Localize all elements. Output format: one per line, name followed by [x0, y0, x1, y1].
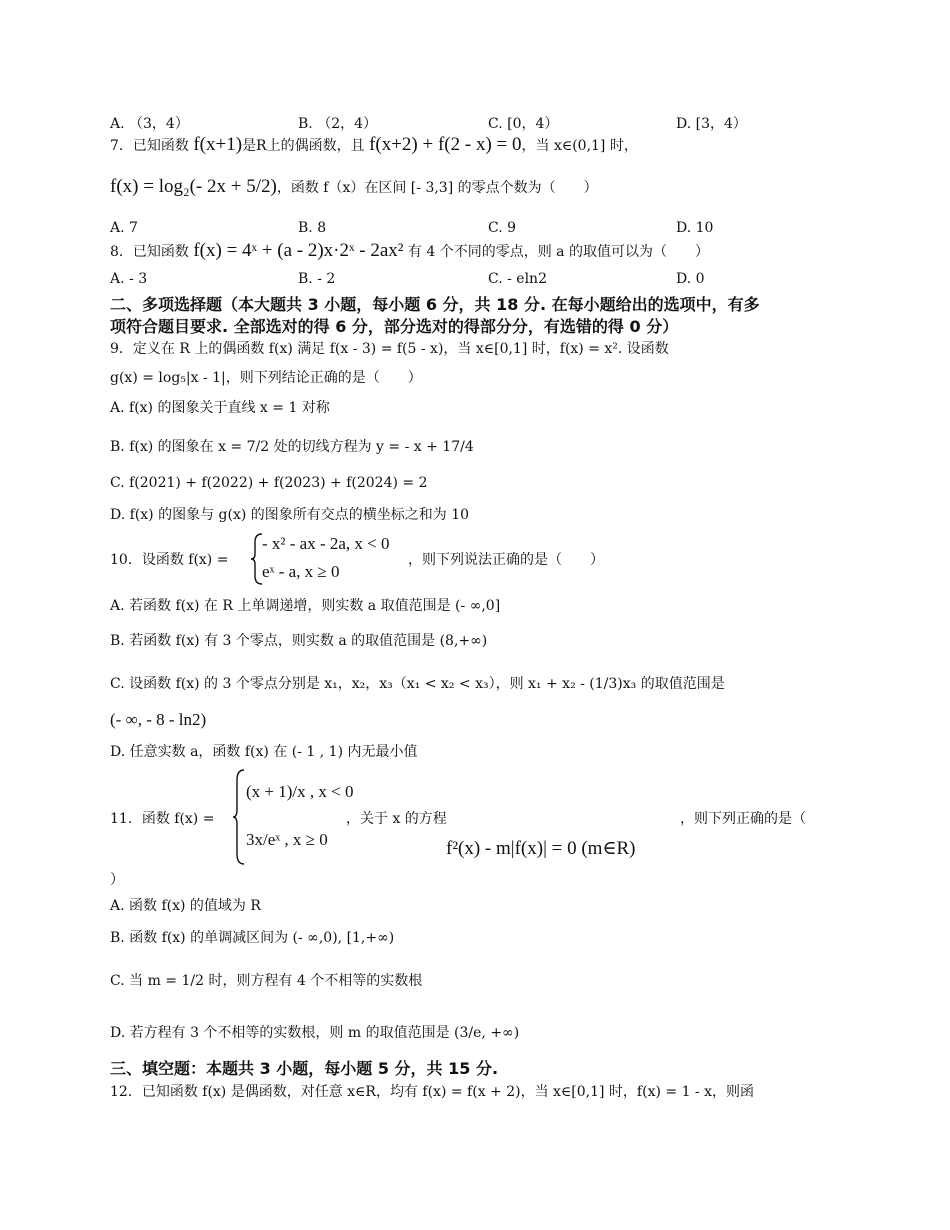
q9-stem-line2: g(x) = log₅|x - 1|，则下列结论正确的是（ ） — [110, 370, 422, 386]
q11-stem-close: ） — [110, 872, 124, 888]
section3-heading: 三、填空题：本题共 3 小题，每小题 5 分，共 15 分. — [110, 1059, 499, 1078]
q7-option-d: D. 10 — [676, 220, 714, 236]
q8-option-c: C. - eln2 — [488, 271, 547, 287]
q9-option-b: B. f(x) 的图象在 x = 7/2 处的切线方程为 y = - x + 17/4 — [110, 439, 474, 455]
q7-option-a: A. 7 — [110, 220, 138, 236]
q11-stem-post: ，则下列正确的是（ — [680, 811, 806, 827]
q8-equation: f(x) = 4ˣ + (a - 2)x·2ˣ - 2ax² — [193, 240, 404, 261]
q11-equation: f²(x) - m|f(x)| = 0 (m∈R) — [446, 838, 636, 859]
q9-stem-line1: 9．定义在 R 上的偶函数 f(x) 满足 f(x - 3) = f(5 - x)，当 x∈[0,1] 时，f(x) = x². 设函数 — [110, 341, 669, 357]
q7-equation: f(x+2) + f(2 - x) = 0 — [369, 134, 522, 155]
q6-option-d: D. [3，4） — [676, 116, 747, 132]
q11-option-c: C. 当 m = 1/2 时，则方程有 4 个不相等的实数根 — [110, 973, 423, 989]
q7-stem-mid: 是R上的偶函数，且 — [242, 138, 370, 154]
q7-stem-pre: 7．已知函数 — [110, 138, 194, 154]
q9-option-a: A. f(x) 的图象关于直线 x = 1 对称 — [110, 400, 330, 416]
section2-heading-line1: 二、多项选择题（本大题共 3 小题，每小题 6 分，共 18 分. 在每小题给出的选项中，有多 — [110, 295, 760, 314]
q10-option-d: D. 任意实数 a，函数 f(x) 在 (- 1 , 1) 内无最小值 — [110, 744, 418, 760]
q9-option-d: D. f(x) 的图象与 g(x) 的图象所有交点的横坐标之和为 10 — [110, 507, 470, 523]
q11-option-d: D. 若方程有 3 个不相等的实数根，则 m 的取值范围是 (3/e, +∞) — [110, 1025, 520, 1041]
q10-option-a: A. 若函数 f(x) 在 R 上单调递增，则实数 a 取值范围是 (- ∞,0] — [110, 598, 501, 614]
q10-stem-post: ，则下列说法正确的是（ ） — [408, 552, 604, 568]
q7-func-shift: f(x+1) — [193, 134, 243, 155]
q12-stem: 12．已知函数 f(x) 是偶函数，对任意 x∈R，均有 f(x) = f(x + 2)，当 x∈[0,1] 时，f(x) = 1 - x，则函 — [110, 1084, 754, 1100]
q6-option-b: B. （2，4） — [298, 116, 378, 132]
q7-option-c: C. 9 — [488, 220, 517, 236]
q8-stem-pre: 8．已知函数 — [110, 244, 194, 260]
q7-option-b: B. 8 — [298, 220, 327, 236]
q10-option-c-range: (- ∞, - 8 - ln2) — [110, 710, 207, 729]
q10-stem-pre: 10．设函数 f(x) = — [110, 552, 229, 568]
q8-stem — [110, 240, 709, 263]
q11-case1: (x + 1)/x , x < 0 — [246, 782, 354, 801]
q9-option-c: C. f(2021) + f(2022) + f(2023) + f(2024) = 2 — [110, 475, 428, 491]
q8-stem-post: 有 4 个不同的零点，则 a 的取值可以为（ ） — [403, 244, 709, 260]
q10-option-b: B. 若函数 f(x) 有 3 个零点，则实数 a 的取值范围是 (8,+∞) — [110, 633, 488, 649]
q11-case2: 3x/eˣ , x ≥ 0 — [246, 830, 328, 849]
q6-option-a: A. （3，4） — [110, 116, 189, 132]
q11-stem-mid: ，关于 x 的方程 — [346, 811, 447, 827]
q11-stem-pre: 11．函数 f(x) = — [110, 811, 215, 827]
q8-option-b: B. - 2 — [298, 271, 336, 287]
q7-stem-line2 — [110, 176, 598, 199]
q7-question: ，函数 f（x）在区间 [- 3,3] 的零点个数为（ ） — [276, 180, 598, 196]
q7-definition: f(x) = log₂(- 2x + 5/2) — [110, 176, 277, 197]
q10-case1: - x² - ax - 2a, x < 0 — [262, 534, 390, 553]
q11-option-b: B. 函数 f(x) 的单调减区间为 (- ∞,0), [1,+∞) — [110, 930, 395, 946]
q7-stem-line1 — [110, 134, 638, 157]
q11-option-a: A. 函数 f(x) 的值域为 R — [110, 898, 261, 914]
q10-case2: eˣ - a, x ≥ 0 — [262, 562, 340, 581]
q7-stem-post: ，当 x∈(0,1] 时， — [521, 138, 638, 154]
q8-option-a: A. - 3 — [110, 271, 148, 287]
q10-option-c: C. 设函数 f(x) 的 3 个零点分别是 x₁，x₂，x₃（x₁ < x₂ < x₃），则 x₁ + x₂ - (1/3)x₃ 的取值范围是 — [110, 676, 725, 692]
q11-brace — [232, 768, 246, 866]
q8-option-d: D. 0 — [676, 271, 705, 287]
section2-heading-line2: 项符合题目要求. 全部选对的得 6 分，部分选对的得部分分，有选错的得 0 分） — [110, 317, 679, 336]
q6-option-c: C. [0，4） — [488, 116, 559, 132]
